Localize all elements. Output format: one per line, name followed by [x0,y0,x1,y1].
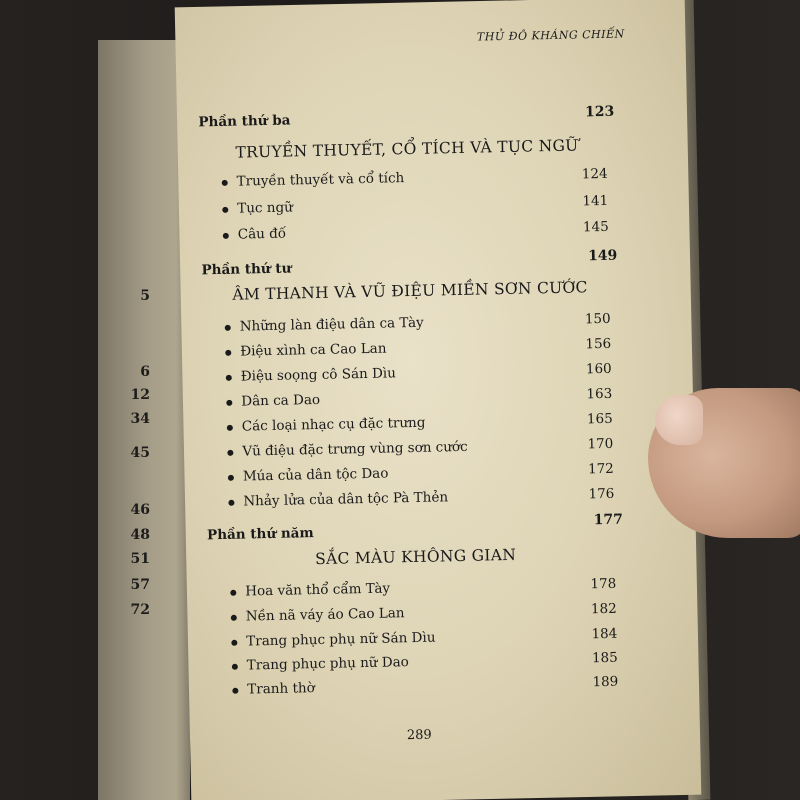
entry-page: 176 [588,485,615,503]
entry-page: 124 [581,165,608,183]
left-page-number: 6 [140,364,150,380]
bullet-icon [232,664,238,670]
entry-page: 185 [591,649,618,667]
entry-page: 182 [590,600,617,618]
left-page-number: 48 [130,527,150,543]
thumbnail-nail [655,395,703,445]
running-header: THỦ ĐÔ KHÁNG CHIẾN [476,27,625,44]
toc-entry [231,600,617,625]
part-page-number: 177 [593,511,624,529]
part-page-number: 149 [587,247,618,265]
entry-page: 163 [586,385,613,403]
entry-page: 160 [585,360,612,378]
left-page-numbers [100,0,150,800]
entry-page: 184 [591,625,618,643]
entry-label: Điệu xình ca Cao Lan [240,340,387,360]
section-title: ÂM THANH VÀ VŨ ĐIỆU MIỀN SƠN CƯỚC [232,278,588,304]
toc-entry [232,673,619,698]
toc-entry [226,360,612,385]
toc-entry [231,625,618,650]
left-page-number: 46 [130,502,150,518]
bullet-icon [225,325,231,331]
left-page-number: 12 [130,387,150,403]
entry-label: Vũ điệu đặc trưng vùng sơn cước [242,438,468,460]
bullet-icon [222,207,228,213]
entry-label: Các loại nhạc cụ đặc trưng [241,414,426,435]
entry-page: 150 [584,310,611,328]
entry-label: Những làn điệu dân ca Tày [239,314,424,335]
left-page-number: 51 [130,551,150,567]
left-page-number: 34 [130,411,150,427]
toc-entry [222,192,609,217]
toc-entry [227,410,613,435]
entry-label: Múa của dân tộc Dao [242,465,389,485]
entry-label: Tranh thờ [247,680,315,698]
entry-page: 172 [587,460,614,478]
left-page-number: 5 [140,288,150,304]
entry-page: 156 [585,335,612,353]
part-label: Phần thứ năm [206,525,314,544]
bullet-icon [226,375,232,381]
entry-label: Dân ca Dao [241,391,321,410]
entry-label: Câu đố [237,225,287,243]
toc-entry [230,575,617,600]
bullet-icon [232,688,238,694]
left-page-number: 57 [130,577,150,593]
entry-page: 141 [582,192,609,210]
entry-page: 189 [592,673,619,691]
toc-entry [228,460,614,485]
toc-entry [223,218,609,243]
entry-label: Hoa văn thổ cẩm Tày [245,580,391,600]
bullet-icon [231,615,237,621]
bullet-icon [228,475,234,481]
left-page-number: 72 [130,602,150,618]
toc-entry [225,310,611,335]
bullet-icon [222,180,228,186]
entry-label: Nhảy lửa của dân tộc Pà Thẻn [243,489,449,510]
bullet-icon [230,590,236,596]
entry-page: 145 [582,218,609,236]
toc-entry [228,485,615,510]
entry-label: Trang phục phụ nữ Sán Dìu [246,629,436,650]
entry-label: Truyền thuyết và cổ tích [236,170,405,190]
entry-page: 178 [590,575,617,593]
page-number: 289 [406,727,432,744]
section-title: SẮC MÀU KHÔNG GIAN [314,545,517,569]
bullet-icon [227,425,233,431]
entry-page: 165 [586,410,613,428]
part-page-number: 123 [584,103,615,121]
toc-entry [222,165,608,190]
entry-label: Tục ngữ [237,199,294,217]
toc-entry [227,435,614,460]
bullet-icon [226,400,232,406]
toc-entry [225,335,612,360]
toc-entry [226,385,613,410]
part-label: Phần thứ tư [201,260,292,279]
bullet-icon [223,233,229,239]
entry-label: Nền nã váy áo Cao Lan [245,605,405,625]
section-title: TRUYỀN THUYẾT, CỔ TÍCH VÀ TỤC NGỮ [235,136,579,162]
bullet-icon [231,640,237,646]
bullet-icon [225,350,231,356]
toc-entry [232,649,618,674]
entry-page: 170 [587,435,614,453]
entry-label: Điệu soọng cô Sán Dìu [240,365,397,385]
table-of-contents [184,15,639,754]
part-label: Phần thứ ba [198,112,291,131]
bullet-icon [227,450,233,456]
left-page-number: 45 [130,445,150,461]
entry-label: Trang phục phụ nữ Dao [246,654,410,674]
bullet-icon [228,500,234,506]
